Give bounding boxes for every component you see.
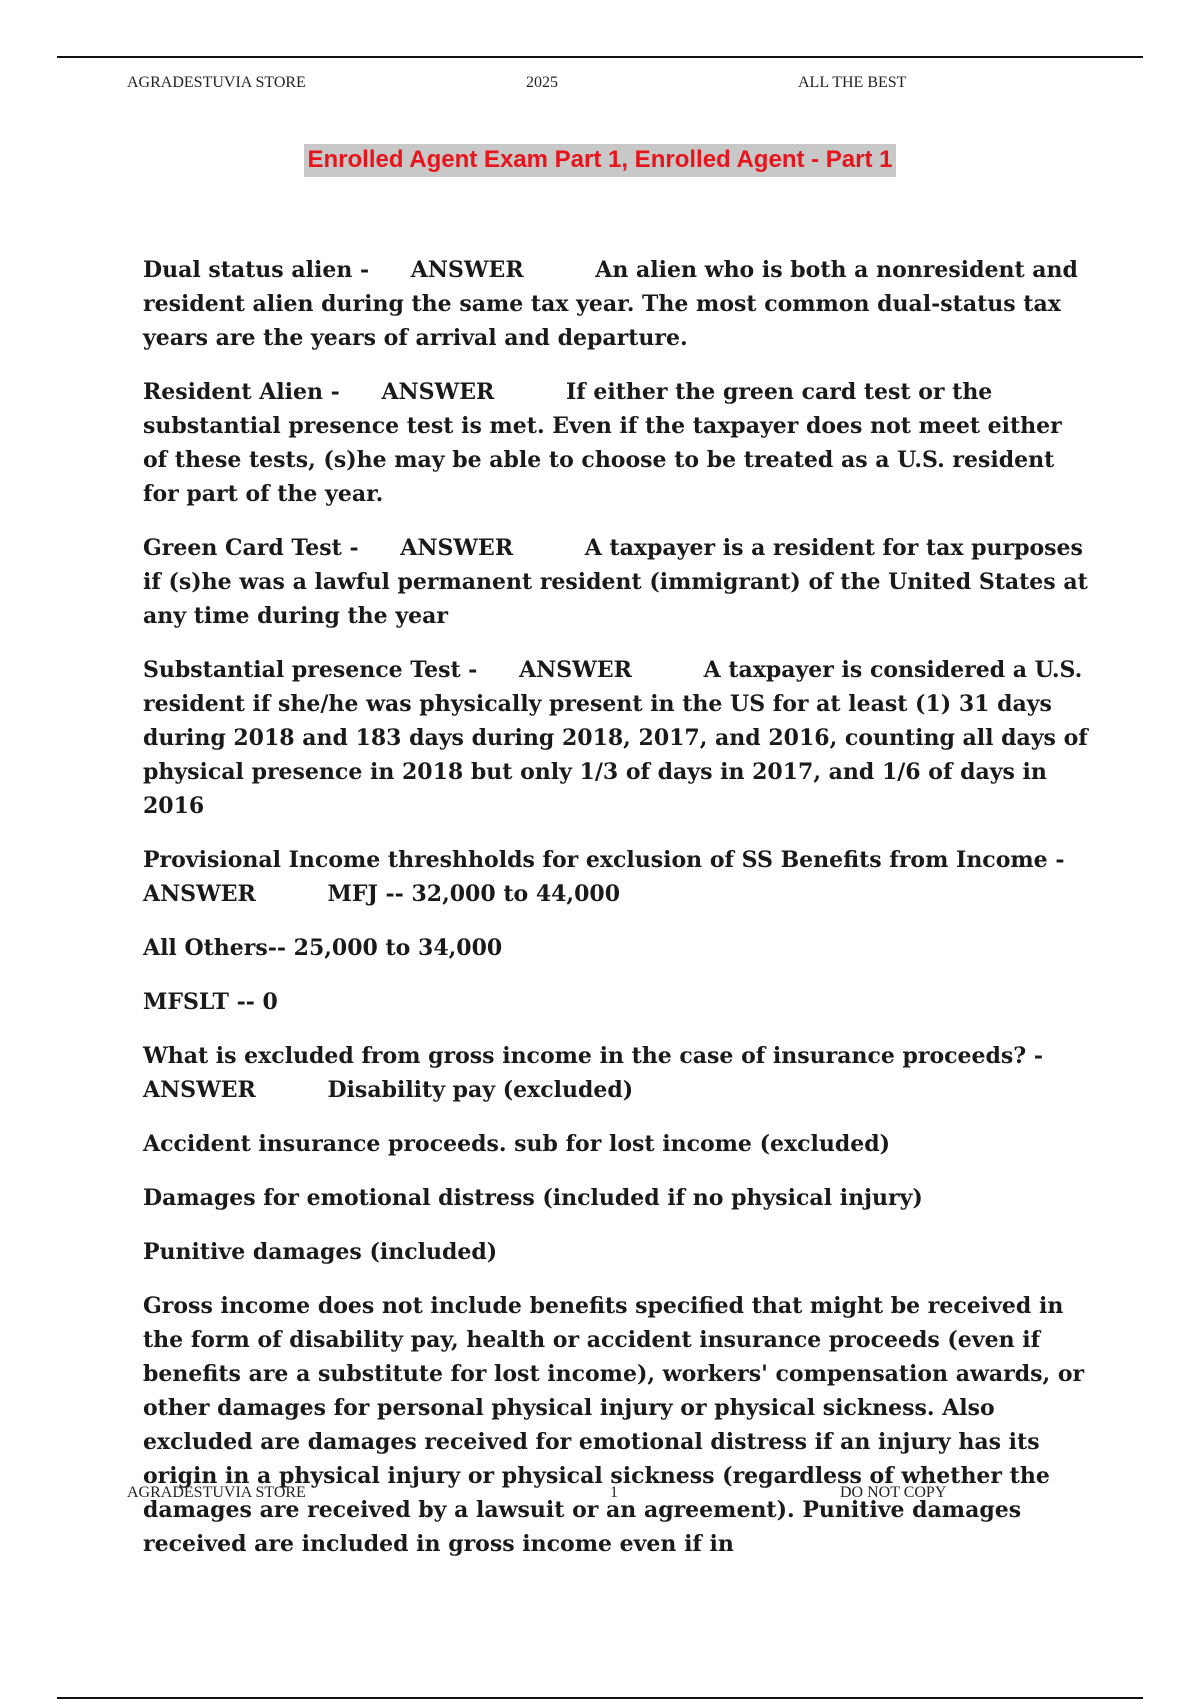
- entry-definition: A taxpayer is a resident for tax purposes if (s)he was a lawful permanent resident (immigrant) of the United States at any time during the year: [143, 535, 1088, 629]
- entry-definition: If either the green card test or the substantial presence test is met. Even if the taxpayer does not meet either of these tests, (s)he may be able to choose to be treated as a U.S. resident for part of the year.: [143, 379, 1062, 507]
- answer-label: ANSWER: [519, 657, 632, 683]
- insurance-punitive-line: Punitive damages (included): [143, 1239, 498, 1265]
- document-body: [143, 253, 1093, 1581]
- entry-term: Green Card Test -: [143, 535, 359, 561]
- answer-label: ANSWER: [400, 535, 514, 561]
- header-right-text: ALL THE BEST: [798, 74, 907, 91]
- answer-label: ANSWER: [410, 257, 524, 283]
- entry-definition: An alien who is both a nonresident and resident alien during the same tax year. The most common dual-status tax years are the years of arrival and departure.: [143, 257, 1078, 351]
- answer-label: ANSWER: [381, 379, 495, 405]
- entry-definition: A taxpayer is considered a U.S. resident if she/he was physically present in the US for at least (1) 31 days during 2018 and 183 days during 2018, 2017, and 2016, counting all days of physical presence in 2018 but only 1/3 of days in 2017, and 1/6 of days in 2016: [143, 657, 1088, 819]
- insurance-emotional-distress-line: Damages for emotional distress (included if no physical injury): [143, 1185, 923, 1211]
- entry-term: Substantial presence Test -: [143, 657, 478, 683]
- entry-definition: MFJ -- 32,000 to 44,000: [327, 881, 621, 907]
- gross-income-paragraph: Gross income does not include benefits specified that might be received in the form of disability pay, health or accident insurance proceeds (even if benefits are a substitute for lost income), workers' compensation awards, or other damages for personal physical injury or physical sickness. Also excluded are damages received for emotional distress if an injury has its origin in a physical injury or physical sickness (regardless of whether the damages are received by a lawsuit or an agreement). Punitive damages received are included in gross income even if in: [143, 1293, 1085, 1557]
- entry-substantial-presence-test: [143, 653, 1093, 823]
- entry-insurance-proceeds: [143, 1039, 1093, 1107]
- document-title: Enrolled Agent Exam Part 1, Enrolled Agent - Part 1: [304, 144, 895, 177]
- entry-definition: Disability pay (excluded): [327, 1077, 634, 1103]
- bottom-rule: [57, 1697, 1143, 1699]
- provisional-mfslt-line: MFSLT -- 0: [143, 989, 278, 1015]
- footer-right-text: DO NOT COPY: [840, 1484, 947, 1501]
- header-year: 2025: [526, 74, 558, 91]
- entry-dual-status-alien: [143, 253, 1093, 355]
- provisional-all-others-line: All Others-- 25,000 to 34,000: [143, 935, 503, 961]
- header-left-text: AGRADESTUVIA STORE: [127, 74, 306, 91]
- header-rule: [57, 56, 1143, 58]
- entry-resident-alien: [143, 375, 1093, 511]
- title-container: [0, 144, 1200, 177]
- answer-label: ANSWER: [143, 1077, 256, 1103]
- entry-green-card-test: [143, 531, 1093, 633]
- answer-label: ANSWER: [143, 881, 256, 907]
- insurance-accident-line: Accident insurance proceeds. sub for lost income (excluded): [143, 1131, 891, 1157]
- entry-term: Dual status alien -: [143, 257, 370, 283]
- page-number: 1: [610, 1484, 618, 1501]
- entry-term: Provisional Income threshholds for exclusion of SS Benefits from Income -: [143, 847, 1065, 873]
- entry-provisional-income: [143, 843, 1093, 911]
- entry-term: Resident Alien -: [143, 379, 340, 405]
- footer-left-text: AGRADESTUVIA STORE: [127, 1484, 306, 1501]
- entry-term: What is excluded from gross income in the case of insurance proceeds? -: [143, 1043, 1043, 1069]
